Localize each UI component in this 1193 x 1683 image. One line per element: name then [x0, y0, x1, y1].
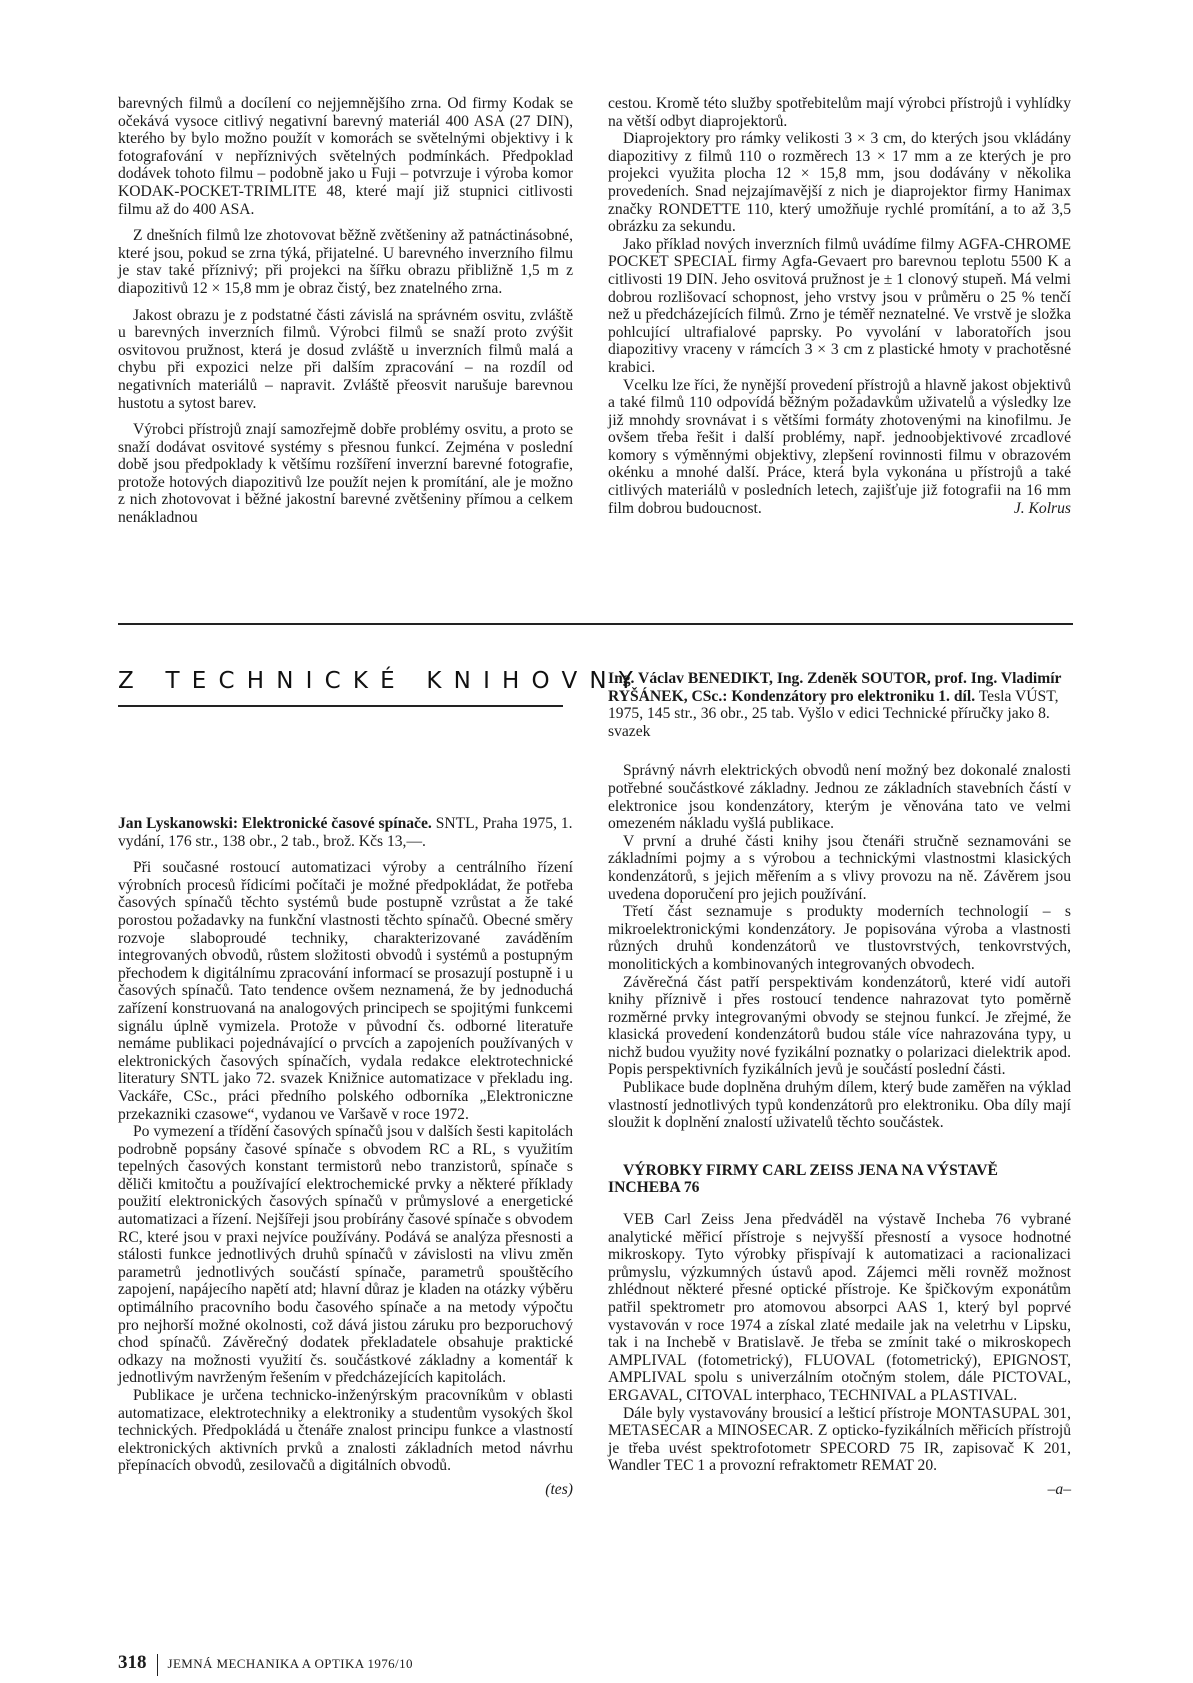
footer-separator	[157, 1654, 158, 1676]
bottom-left-column	[118, 815, 573, 1499]
section-title-underline	[118, 705, 563, 707]
book-reference-title: Ing. Václav BENEDIKT, Ing. Zdeněk SOUTOR, prof. Ing. Vladimír RYŠÁNEK, CSc.: Kondenzátory pro elektroniku 1. díl.	[608, 670, 1062, 705]
top-right-column	[608, 95, 1071, 517]
book-reference-details: SNTL, Praha 1975, 1. vydání, 176 str., 138 obr., 2 tab., brož. Kčs 13,—.	[118, 815, 573, 850]
paragraph: Jakost obrazu je z podstatné části závislá na správném osvitu, zvláště u barevných inverzních filmů. Výrobci filmů se snaží proto zvýšit osvitovou pružnost, která je dosud zvláště u inverzních filmů malá a chybu při expozici nelze při dalším zpracování – na rozdíl od negativních materiálů – napravit. Zvláště přeosvit narušuje barevnou hustotu a sytost barev.	[118, 306, 573, 412]
paragraph: Diaprojektory pro rámky velikosti 3 × 3 cm, do kterých jsou vkládány diapozitivy z filmů 110 o rozměrech 13 × 17 mm a ze kterých je pro projekci využita plocha 12 × 15,8 mm, jsou dodávány v několika provedeních. Snad nejzajímavější z nich je diaprojektor firmy Hanimax značky RONDETTE 110, který umožňuje rychlé promítání, a to až 3,5 obrázku za sekundu.	[608, 130, 1071, 236]
paragraph: Správný návrh elektrických obvodů není možný bez dokonalé znalosti potřebné součástkové základny. Jednou ze základních stavebních částí v elektronice jsou kondenzátory, kterým je věnována tato ve velmi omezeném nákladu vyšlá publikace.	[608, 762, 1071, 833]
paragraph: cestou. Kromě této služby spotřebitelům mají výrobci přístrojů i vyhlídky na větší odbyt diaprojektorů.	[608, 95, 1071, 130]
author-signature: –a–	[1047, 1480, 1071, 1498]
paragraph: Závěrečná část patří perspektivám kondenzátorů, které vidí autoři knihy příznivě i přes rostoucí tendence nahrazovat tyto poměrně rozměrné prvky integrovanými obvody se stejnou funkcí. Je zřejmé, že klasická provedení kondenzátorů budou stále více nahrazována typy, u nichž budou využity nové fyzikální poznatky o polarizaci dielektrik apod. Popis perspektivních fyzikálních jevů je součástí poslední části.	[608, 973, 1071, 1079]
bottom-right-column	[608, 670, 1071, 1499]
paragraph: V první a druhé části knihy jsou čtenáři stručně seznamováni se základními pojmy a s výrobou a technickými vlastnostmi klasických kondenzátorů, s jejich měřením a s vlivy provozu na ně. Závěrem jsou uvedena doporučení pro jejich používání.	[608, 832, 1071, 903]
section-divider	[118, 623, 1073, 625]
book-reference-details: Tesla VÚST, 1975, 145 str., 36 obr., 25 tab. Vyšlo v edici Technické příručky jako 8. svazek	[608, 687, 1059, 740]
paragraph: VEB Carl Zeiss Jena předváděl na výstavě Incheba 76 vybrané analytické měřicí přístroje s nejvyšší přesností a vysoce hodnotné mikroskopy. Tyto výrobky přispívají k automatizaci a racionalizaci průmyslu, výzkumných ústavů apod. Zájemci měli rovněž možnost zhlédnout některé přesné optické přístroje. Ke špičkovým exponátům patřil spektrometr pro atomovou absorpci AAS 1, který byl poprvé vystavován v roce 1974 a získal zlaté medaile jak na veletrhu v Lipsku, tak i na Inchebě v Bratislavě. Je třeba se zmínit také o mikroskopech AMPLIVAL (fotometrický), FLUOVAL (fotometrický), EPIGNOST, AMPLIVAL spolu s univerzálním otočným stolem, dále PICTOVAL, ERGAVAL, CITOVAL interphaco, TECHNIVAL a PLASTIVAL.	[608, 1211, 1071, 1404]
paragraph: Po vymezení a třídění časových spínačů jsou v dalších šesti kapitolách podrobně popsány časové spínače s obvodem RC a RL, s využitím tepelných časových konstant termistorů nebo tranzistorů, spínače s děliči kmitočtu a používající elektrochemické prvky a některé příklady použití elektronických časových spínačů v průmyslové a energetické automatizaci a řízení. Nejšířeji jsou probírány časové spínače s obvodem RC, které jsou v praxi nejvíce používány. Podává se analýza přesnosti a stálosti funkce jednotlivých druhů spínačů v závislosti na vlivu změn parametrů jednotlivých součástí spínače, parametrů spouštěcího zapojení, napájecího napětí atd; hlavní důraz je kladen na otázky výběru optimálního pracovního bodu časového spínače a na metody výpočtu pro nejhorší možné okolnosti, což dává jistou záruku pro bezporuchový chod spínačů. Závěrečný dodatek překladatele obsahuje praktické odkazy na možnosti využití čs. součástkové základny a komentář k jednotlivým navrženým řešením v předcházejících kapitolách.	[118, 1123, 573, 1387]
paragraph: Publikace bude doplněna druhým dílem, který bude zaměřen na výklad vlastností jednotlivých typů kondenzátorů pro elektroniku. Oba díly mají sloužit k doplnění znalostí uživatelů těchto součástek.	[608, 1079, 1071, 1132]
author-signature: (tes)	[545, 1480, 573, 1498]
paragraph: Jako příklad nových inverzních filmů uvádíme filmy AGFA-CHROME POCKET SPECIAL firmy Agfa-Gevaert pro barevnou teplotu 5500 K a citlivosti 19 DIN. Jeho osvitová pružnost je ± 1 clonový stupeň. Má velmi dobrou rozlišovací schopnost, jeho vrstvy jsou v průměru o 25 % tenčí než u předcházejících filmů. Zrno je téměř neznatelné. Ve vrstvě je složka pohlcující ultrafialové paprsky. Po vyvolání v laboratořích jsou diapozitivy vraceny v rámcích 3 × 3 cm z plastické hmoty v prachotěsné krabici.	[608, 235, 1071, 376]
paragraph	[608, 377, 1071, 518]
page-number: 318	[118, 1652, 147, 1673]
book-reference	[608, 670, 1071, 740]
author-signature: J. Kolrus	[1013, 499, 1071, 517]
book-reference-title: Jan Lyskanowski: Elektronické časové spínače.	[118, 815, 432, 832]
paragraph: barevných filmů a docílení co nejjemnějšího zrna. Od firmy Kodak se očekává vysoce citlivý negativní barevný materiál 400 ASA (27 DIN), kterého by bylo možno použít v komorách se světelnými objektivy i k fotografování v nepříznivých světelných podmínkách. Předpoklad dodávek tohoto filmu – podobně jako u Fuji – potvrzuje i výroba komor KODAK-POCKET-TRIMLITE 48, které mají již stupnici citlivosti filmu až do 400 ASA.	[118, 95, 573, 218]
paragraph: Při současné rostoucí automatizaci výroby a centrálního řízení výrobních procesů řídicími počítači je možné předpokládat, že potřeba časových spínačů těchto systémů bude postupně vzrůstat a že také porostou požadavky na funkční vlastnosti těchto spínačů. Obecné směry rozvoje slaboproudé techniky, charakterizované zaváděním integrovaných obvodů, růstem složitosti obvodů i systémů a postupným přechodem k digitálnímu zpracování informací se prosazují postupně i u časových spínačů. Tato tendence ovšem neznamená, že by jednoduchá zařízení konstruovaná na analogových principech se spojitými funkcemi signálu úplně vymizela. Protože v původní čs. odborné literatuře nemáme publikaci pojednávající o prvcích a zapojeních používaných v elektronických časových spínačích, vydala redakce elektrotechnické literatury SNTL jako 72. svazek Knižnice automatizace v překladu ing. Vackáře, CSc., práci předního polského odborníka „Elektroniczne przekazniki czasowe“, vydanou ve Varšavě v roce 1972.	[118, 859, 573, 1123]
top-left-column	[118, 95, 573, 527]
article-heading: VÝROBKY FIRMY CARL ZEISS JENA NA VÝSTAVĚ INCHEBA 76	[608, 1161, 998, 1197]
journal-name: JEMNÁ MECHANIKA A OPTIKA 1976/10	[167, 1656, 413, 1671]
paragraph: Dále byly vystavovány brousicí a lešticí přístroje MONTASUPAL 301, METASECAR a MINOSECAR. Z opticko-fyzikálních měřicích přístrojů je třeba uvést spektrofotometr SPECORD 75 IR, zapisovač K 201, Wandler TEC 1 a provozní refraktometr REMAT 20.	[608, 1404, 1071, 1475]
paragraph: Výrobci přístrojů znají samozřejmě dobře problémy osvitu, a proto se snaží dodávat osvitové systémy s přesnou funkcí. Zejména v poslední době jsou předpoklady k většímu rozšíření inverzní barevné fotografie, protože hotových diapozitivů lze použít nejen k promítání, ale je možno z nich zhotovovat i běžné jakostní barevné zvětšeniny přímou a celkem nenákladnou	[118, 421, 573, 527]
section-title: Z TECHNICKÉ KNIHOVNY	[118, 668, 646, 694]
paragraph: Třetí část seznamuje s produkty moderních technologií – s mikroelektronickými kondenzátory. Je popisována výroba a vlastnosti různých druhů kondenzátorů ve tlustovrstvých, tenkovrstvých, monolitických a kombinovaných integrovaných obvodech.	[608, 903, 1071, 973]
book-reference	[118, 815, 573, 850]
page-footer	[118, 1652, 413, 1676]
paragraph: Z dnešních filmů lze zhotovovat běžně zvětšeniny až patnáctinásobné, které jsou, pokud se zrna týká, přijatelné. U barevného inverzního filmu je stav také příznivý; při projekci na šířku obrazu přibližně 1,5 m z diapozitivů 12 × 15,8 mm je obraz čistý, bez znatelného zrna.	[118, 227, 573, 297]
paragraph-text: Vcelku lze říci, že nynější provedení přístrojů a hlavně jakost objektivů a také filmů 110 odpovídá běžným požadavkům uživatelů a výsledky lze již mnohdy srovnávat i s většími formáty zhotovenými na kinofilmu. Je ovšem třeba řešit i další problémy, např. jednoobjektivové zrcadlové komory s výměnnými objektivy, zlepšení rovinnosti filmu v obrazovém okénku a mnohé další. Práce, která byla vykonána u přístrojů a také citlivých materiálů v posledních letech, zajišťuje již fotografii na 16 mm film dobrou budoucnost.	[608, 376, 1071, 517]
paragraph: Publikace je určena technicko-inženýrským pracovníkům v oblasti automatizace, elektrotechniky a elektroniky a studentům vysokých škol technických. Předpokládá u čtenáře znalost principu funkce a vlastností elektronických aktivních prvků a znalosti základních metod návrhu přepínacích obvodů, zesilovačů a digitálních obvodů.	[118, 1387, 573, 1475]
